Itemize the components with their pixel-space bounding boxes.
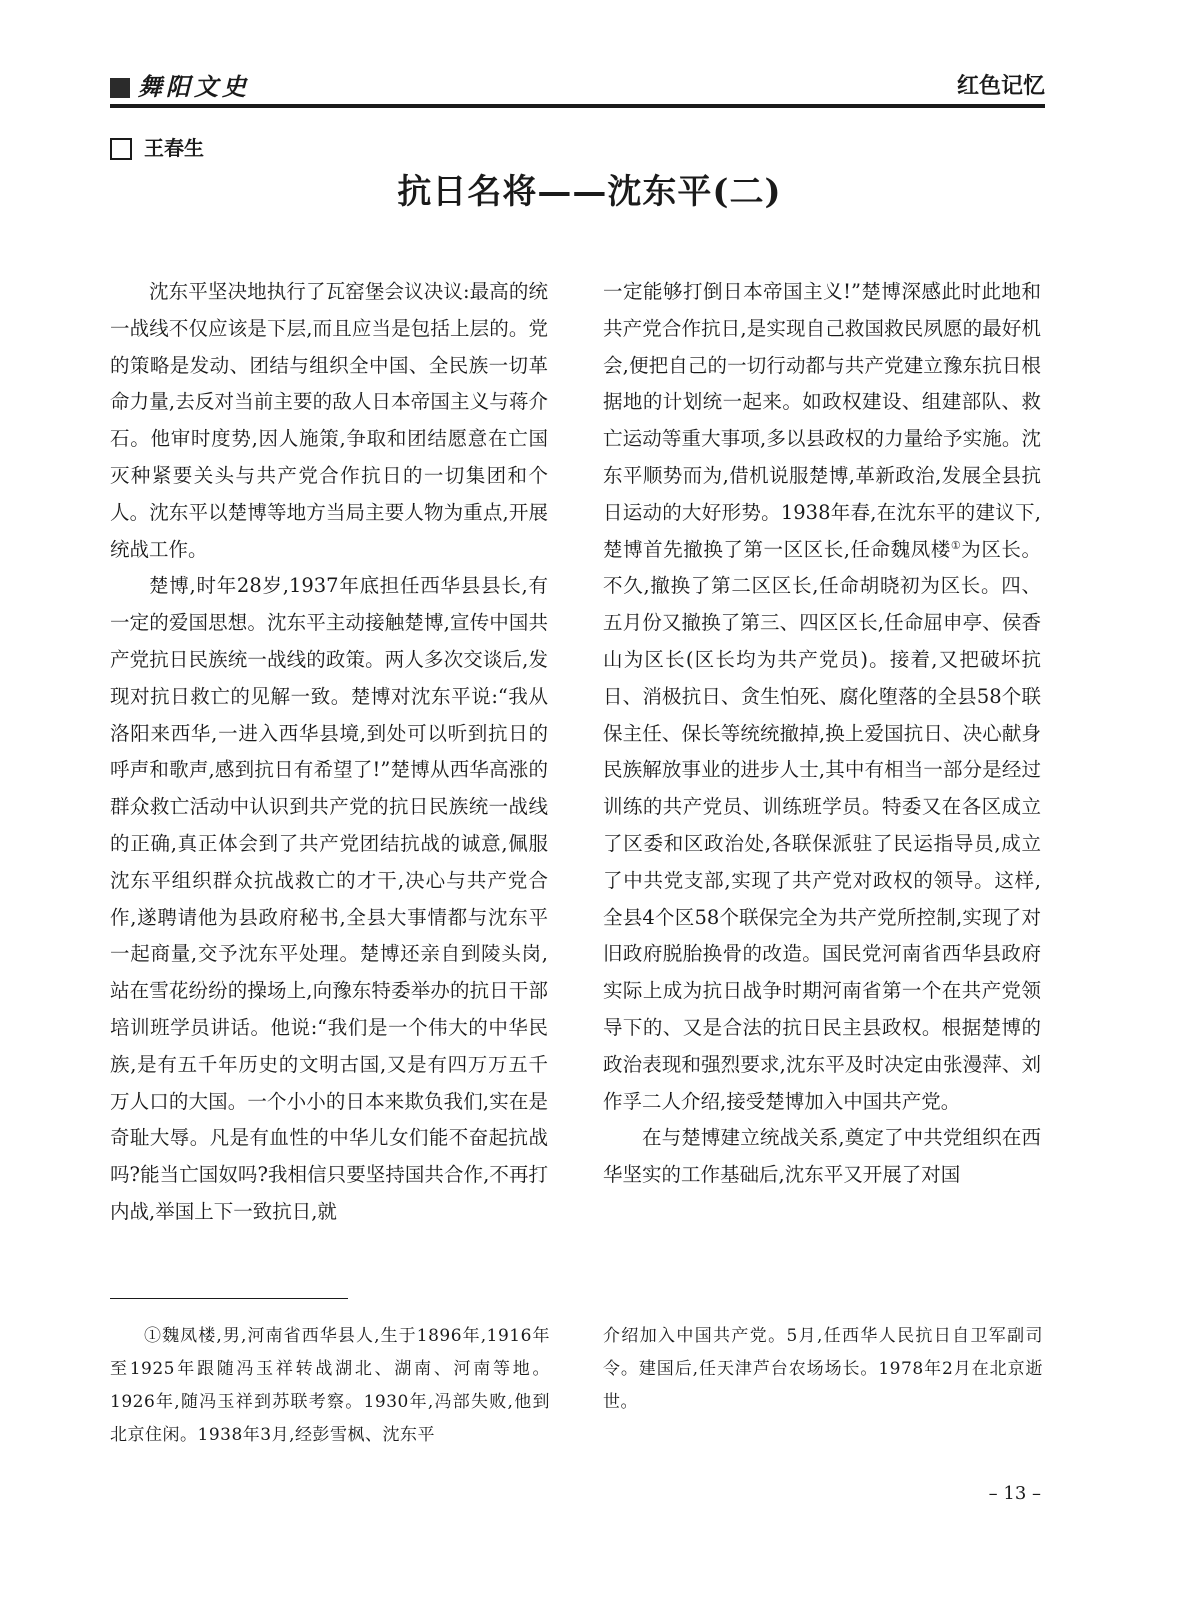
header-square-mark	[110, 78, 130, 98]
author-box-mark	[110, 138, 132, 160]
body-text: 一定能够打倒日本帝国主义!”楚博深感此时此地和共产党合作抗日,是实现自己救国救民夙愿的最好机会,便把自己的一切行动都与共产党建立豫东抗日根据地的计划统一起来。如政权建设、组建部队、救亡运动等重大事项,多以县政权的力量给予实施。沈东平顺势而为,借机说服楚博,革新政治,发展全县抗日运动的大好形势。1938年春,在沈东平的建议下,楚博首先撤换了第一区区长,任命魏凤楼	[603, 280, 1041, 561]
body-column-left	[110, 274, 548, 1231]
body-column-right	[603, 274, 1041, 1194]
article-title: 抗日名将——沈东平(二)	[397, 172, 782, 212]
column-name: 红色记忆	[956, 74, 1045, 99]
page-number: – 13 –	[988, 1483, 1041, 1504]
footnote-right	[603, 1320, 1043, 1419]
footnote-marker: ①	[950, 538, 962, 552]
page-header	[110, 72, 1045, 102]
body-text: 为区长。不久,撤换了第二区区长,任命胡晓初为区长。四、五月份又撤换了第三、四区区长,任命屈申亭、侯香山为区长(区长均为共产党员)。接着,又把破坏抗日、消极抗日、贪生怕死、腐化堕落的全县58个联保主任、保长等统统撤掉,换上爱国抗日、决心献身民族解放事业的进步人士,其中有相当一部分是经过训练的共产党员、训练班学员。特委又在各区成立了区委和区政治处,各联保派驻了民运指导员,成立了中共党支部,实现了共产党对政权的领导。这样,全县4个区58个联保完全为共产党所控制,实现了对旧政府脱胎换骨的改造。国民党河南省西华县政府实际上成为抗日战争时期河南省第一个在共产党领导下的、又是合法的抗日民主县政权。根据楚博的政治表现和强烈要求,沈东平及时决定由张漫萍、刘作孚二人介绍,接受楚博加入中国共产党。	[603, 537, 1041, 1113]
body-paragraph-continued	[603, 274, 1041, 1120]
magazine-name: 舞阳文史	[138, 72, 250, 101]
body-paragraph: 沈东平坚决地执行了瓦窑堡会议决议:最高的统一战线不仅应该是下层,而且应当是包括上层的。党的策略是发动、团结与组织全中国、全民族一切革命力量,去反对当前主要的敌人日本帝国主义与蒋介石。他审时度势,因人施策,争取和团结愿意在亡国灭种紧要关头与共产党合作抗日的一切集团和个人。沈东平以楚博等地方当局主要人物为重点,开展统战工作。	[110, 280, 548, 561]
header-rule	[110, 104, 1045, 108]
author-name: 王春生	[144, 136, 204, 160]
footnote-rule	[110, 1298, 348, 1299]
footnote-text: 介绍加入中国共产党。5月,任西华人民抗日自卫军副司令。建国后,任天津芦台农场场长。1978年2月在北京逝世。	[603, 1326, 1043, 1412]
body-paragraph: 楚博,时年28岁,1937年底担任西华县县长,有一定的爱国思想。沈东平主动接触楚博,宣传中国共产党抗日民族统一战线的政策。两人多次交谈后,发现对抗日救亡的见解一致。楚博对沈东平说:“我从洛阳来西华,一进入西华县境,到处可以听到抗日的呼声和歌声,感到抗日有希望了!”楚博从西华高涨的群众救亡活动中认识到共产党的抗日民族统一战线的正确,真正体会到了共产党团结抗战的诚意,佩服沈东平组织群众抗战救亡的才干,决心与共产党合作,遂聘请他为县政府秘书,全县大事情都与沈东平一起商量,交予沈东平处理。楚博还亲自到陵头岗,站在雪花纷纷的操场上,向豫东特委举办的抗日干部培训班学员讲话。他说:“我们是一个伟大的中华民族,是有五千年历史的文明古国,又是有四万万五千万人口的大国。一个小小的日本来欺负我们,实在是奇耻大辱。凡是有血性的中华儿女们能不奋起抗战吗?能当亡国奴吗?我相信只要坚持国共合作,不再打内战,举国上下一致抗日,就	[110, 574, 548, 1223]
body-paragraph: 在与楚博建立统战关系,奠定了中共党组织在西华坚实的工作基础后,沈东平又开展了对国	[603, 1126, 1041, 1187]
footnote-left	[110, 1320, 550, 1452]
footnote-text: ①魏凤楼,男,河南省西华县人,生于1896年,1916年至1925年跟随冯玉祥转战湖北、湖南、河南等地。1926年,随冯玉祥到苏联考察。1930年,冯部失败,他到北京住闲。1938年3月,经彭雪枫、沈东平	[110, 1326, 550, 1445]
